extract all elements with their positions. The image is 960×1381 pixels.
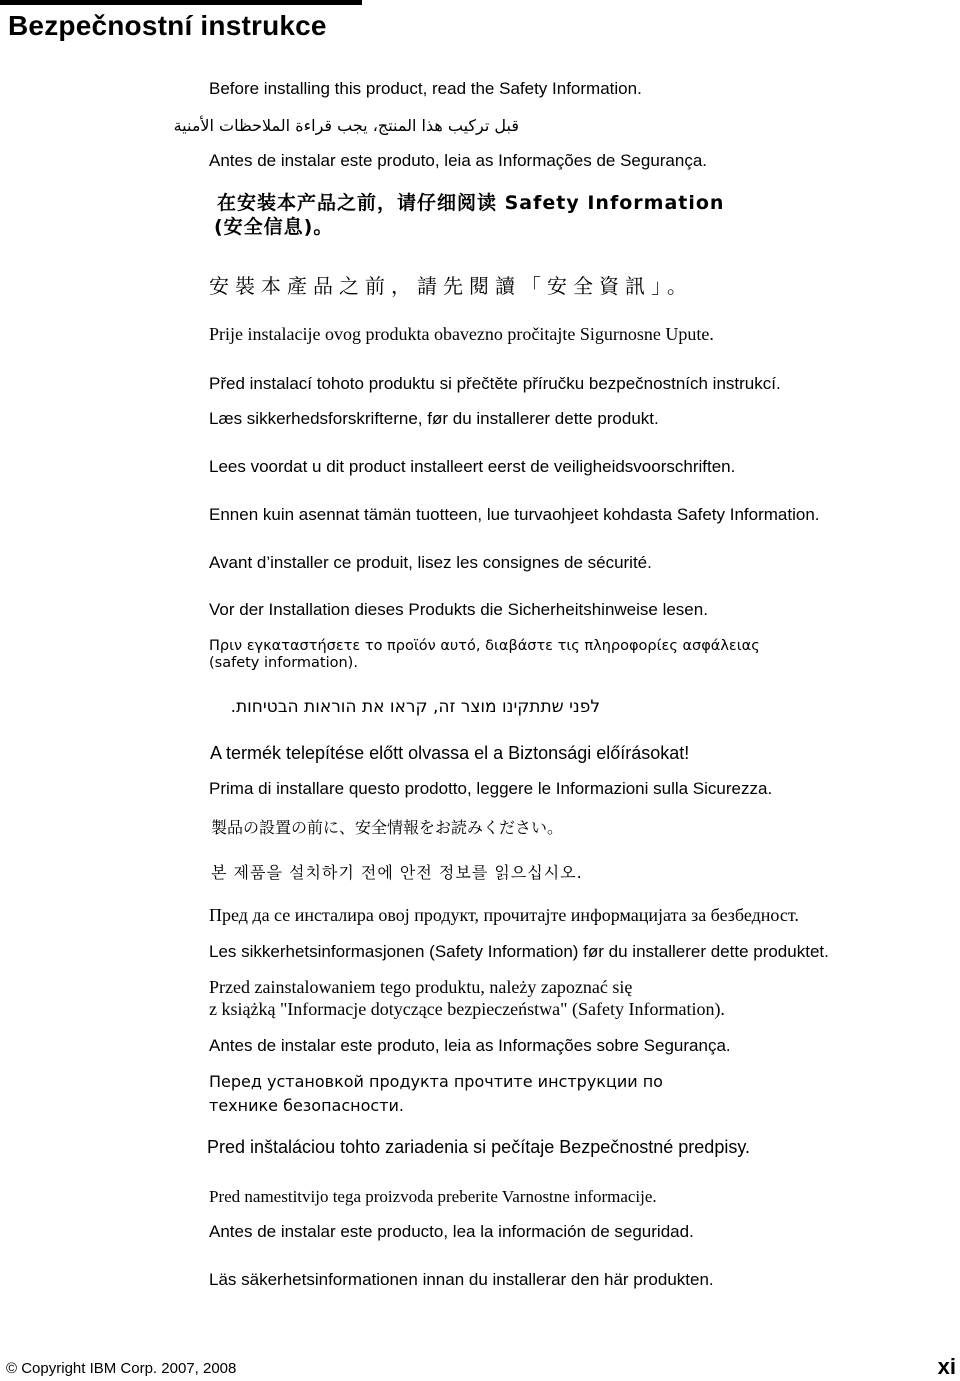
- notice-croatian: Prije instalacije ovog produkta obavezno pročitajte Sigurnosne Upute.: [209, 324, 714, 344]
- notice-spanish: Antes de instalar este producto, lea la información de seguridad.: [209, 1222, 694, 1241]
- notice-dutch: Lees voordat u dit product installeert eerst de veiligheidsvoorschriften.: [209, 457, 736, 476]
- notice-slovak: Pred inštaláciou tohto zariadenia si pečítaje Bezpečnostné predpisy.: [207, 1137, 750, 1157]
- notice-russian-line2: технике безопасности.: [209, 1096, 405, 1115]
- notice-polish-line1: Przed zainstalowaniem tego produktu, należy zapoznać się: [209, 977, 633, 997]
- notice-finnish: Ennen kuin asennat tämän tuotteen, lue turvaohjeet kohdasta Safety Information.: [209, 505, 820, 524]
- notice-japanese: 製品の設置の前に、安全情報をお読みください。: [211, 818, 564, 837]
- notice-greek-line1: Πριν εγκαταστήσετε το προϊόν αυτό, διαβάστε τις πληροφορίες ασφάλειας: [209, 638, 760, 654]
- notice-hungarian: A termék telepítése előtt olvassa el a Biztonsági előírásokat!: [210, 743, 690, 763]
- notice-chinese-simplified-line1: 在安装本产品之前，请仔细阅读 Safety Information: [217, 192, 725, 214]
- notice-korean: 본 제품을 설치하기 전에 안전 정보를 읽으십시오.: [211, 863, 583, 882]
- notice-italian: Prima di installare questo prodotto, leggere le Informazioni sulla Sicurezza.: [209, 779, 773, 798]
- notice-german: Vor der Installation dieses Produkts die Sicherheitshinweise lesen.: [209, 600, 708, 619]
- notice-portuguese-brazil: Antes de instalar este produto, leia as Informações de Segurança.: [209, 151, 708, 170]
- notice-swedish: Läs säkerhetsinformationen innan du installerar den här produkten.: [209, 1270, 714, 1289]
- notice-french: Avant d’installer ce produit, lisez les consignes de sécurité.: [209, 553, 652, 572]
- notice-chinese-traditional: 安裝本產品之前，請先閱讀「安全資訊」。: [209, 274, 693, 298]
- notice-slovenian: Pred namestitvijo tega proizvoda preberite Varnostne informacije.: [209, 1187, 657, 1206]
- notice-chinese-simplified-line2: (安全信息)。: [214, 216, 334, 238]
- header-rule: [0, 0, 362, 5]
- notice-polish-line2: z książką "Informacje dotyczące bezpieczeństwa" (Safety Information).: [209, 999, 725, 1019]
- notice-macedonian: Пред да се инсталира овој продукт, прочитајте информацијата за безбедност.: [209, 905, 799, 925]
- notice-russian-line1: Перед установкой продукта прочтите инструкции по: [209, 1072, 663, 1091]
- notice-czech: Před instalací tohoto produktu si přečtěte příručku bezpečnostních instrukcí.: [209, 374, 781, 393]
- notice-norwegian: Les sikkerhetsinformasjonen (Safety Information) før du installerer dette produktet.: [209, 942, 829, 961]
- notice-portuguese: Antes de instalar este produto, leia as Informações sobre Segurança.: [209, 1036, 731, 1055]
- page-title: Bezpečnostní instrukce: [8, 10, 327, 41]
- notice-danish: Læs sikkerhedsforskrifterne, før du installerer dette produkt.: [209, 409, 659, 428]
- notice-arabic: قبل تركيب هذا المنتج، يجب قراءة الملاحظات الأمنية: [173, 116, 519, 135]
- copyright-notice: © Copyright IBM Corp. 2007, 2008: [6, 1360, 237, 1377]
- notice-english: Before installing this product, read the Safety Information.: [209, 79, 642, 98]
- notice-greek-line2: (safety information).: [209, 655, 358, 671]
- page-number: xi: [937, 1354, 956, 1379]
- notice-hebrew: לפני שתתקינו מוצר זה, קראו את הוראות הבטיחות.: [230, 697, 600, 717]
